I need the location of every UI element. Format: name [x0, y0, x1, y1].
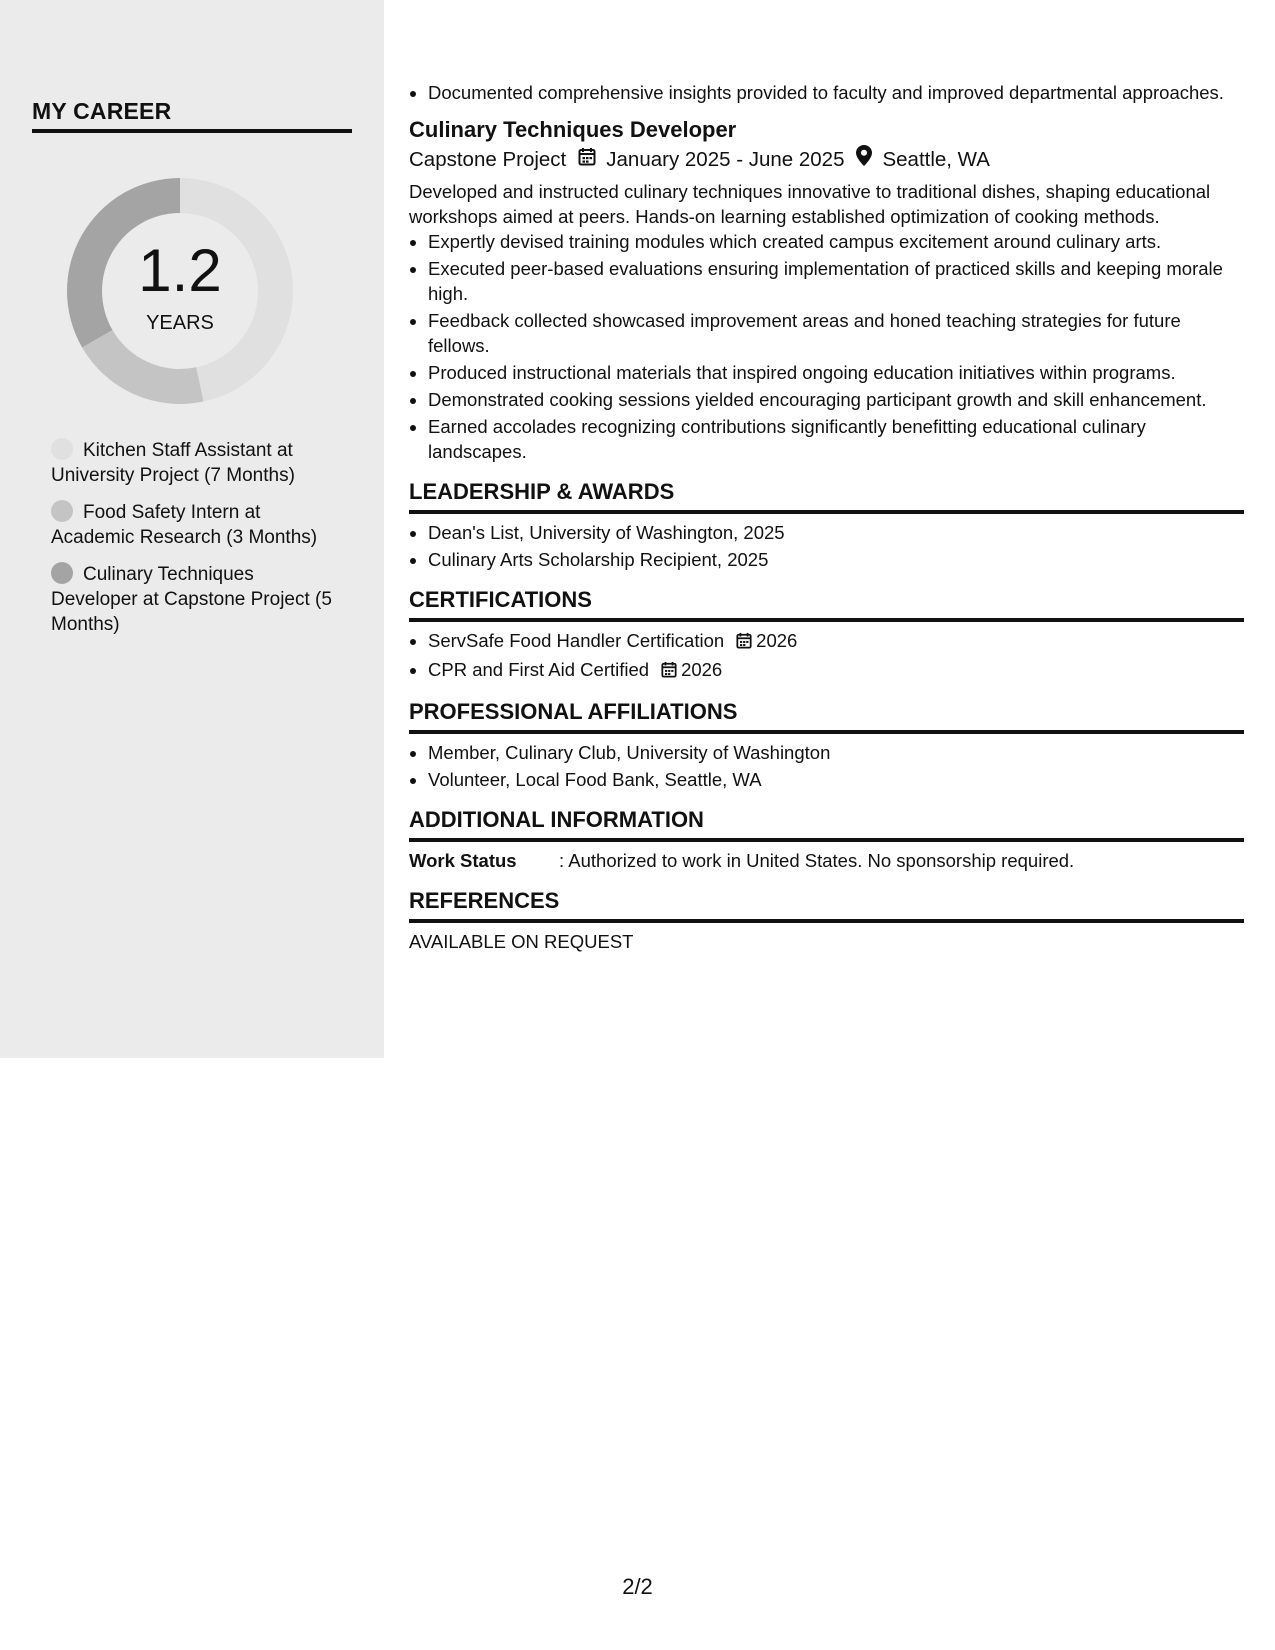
career-years-value: 1.2: [138, 237, 222, 304]
legend-label: Food Safety Intern at Academic Research (3 Months): [51, 502, 318, 548]
job-title: Culinary Techniques Developer: [409, 117, 737, 142]
list-item: • Documented comprehensive insights provided to faculty and improved departmental approaches.: [428, 80, 1244, 105]
legend-dot-icon: [51, 500, 73, 522]
list-item: • Expertly devised training modules which created campus excitement around culinary arts.: [428, 229, 1244, 254]
cert-name: CPR and First Aid Certified: [428, 659, 650, 680]
map-pin-icon: [856, 145, 872, 175]
list-item: • Volunteer, Local Food Bank, Seattle, WA: [428, 767, 1244, 792]
calendar-icon: [578, 145, 596, 175]
legend-dot-icon: [51, 562, 73, 584]
legend-label: Culinary Techniques Developer at Capstone Project (5 Months): [51, 564, 332, 635]
legend-item: [51, 500, 341, 550]
job-meta: [409, 145, 1244, 175]
sidebar: [0, 0, 384, 1058]
page-number: 2/2: [622, 1574, 653, 1599]
legend-dot-icon: [51, 438, 73, 460]
certifications-heading: CERTIFICATIONS: [409, 586, 1244, 622]
work-status-row: [409, 848, 1244, 873]
job-description: Developed and instructed culinary techniques innovative to traditional dishes, shaping educational workshops aimed at peers. Hands-on learning established optimization of cooking methods.: [409, 181, 1211, 227]
certifications-list: [409, 628, 1244, 684]
list-item: • Feedback collected showcased improvement areas and honed teaching strategies for future fellows.: [428, 308, 1244, 358]
career-years-unit: YEARS: [146, 312, 214, 334]
references-text: AVAILABLE ON REQUEST: [409, 931, 634, 952]
work-status-label: Work Status: [409, 850, 517, 871]
affiliations-list: [409, 740, 1244, 792]
list-item: • Produced instructional materials that inspired ongoing education initiatives within programs.: [428, 360, 1244, 385]
job-company: Capstone Project: [409, 148, 567, 171]
work-status-value: : Authorized to work in United States. No sponsorship required.: [559, 850, 1075, 871]
legend-label: Kitchen Staff Assistant at University Project (7 Months): [51, 440, 295, 486]
list-item: • Dean's List, University of Washington, 2025: [428, 520, 1244, 545]
cert-year: 2026: [681, 659, 723, 680]
list-item: • Member, Culinary Club, University of Washington: [428, 740, 1244, 765]
leadership-list: [409, 520, 1244, 572]
job-bullet-list: [409, 229, 1244, 464]
list-item: • Executed peer-based evaluations ensuring implementation of practiced skills and keeping morale high.: [428, 256, 1244, 306]
list-item: [428, 628, 1244, 655]
legend-item: [51, 562, 341, 637]
job-location: Seattle, WA: [882, 148, 990, 171]
calendar-icon: [661, 659, 677, 684]
main-content: [409, 80, 1244, 954]
carryover-bullet-list: [409, 80, 1244, 105]
cert-year: 2026: [756, 630, 798, 651]
leadership-heading: LEADERSHIP & AWARDS: [409, 478, 1244, 514]
career-legend: [51, 438, 341, 649]
legend-item: [51, 438, 341, 488]
career-donut-chart: [66, 177, 294, 405]
affiliations-heading: PROFESSIONAL AFFILIATIONS: [409, 698, 1244, 734]
cert-name: ServSafe Food Handler Certification: [428, 630, 725, 651]
job-dates: January 2025 - June 2025: [606, 148, 845, 171]
list-item: • Culinary Arts Scholarship Recipient, 2025: [428, 547, 1244, 572]
calendar-icon: [736, 630, 752, 655]
career-heading: MY CAREER: [32, 98, 352, 133]
list-item: • Earned accolades recognizing contributions significantly benefitting educational culinary landscapes.: [428, 414, 1244, 464]
donut-segment-1: [82, 330, 203, 404]
additional-info-heading: ADDITIONAL INFORMATION: [409, 806, 1244, 842]
references-heading: REFERENCES: [409, 887, 1244, 923]
list-item: • Demonstrated cooking sessions yielded encouraging participant growth and skill enhancement.: [428, 387, 1244, 412]
list-item: [428, 657, 1244, 684]
